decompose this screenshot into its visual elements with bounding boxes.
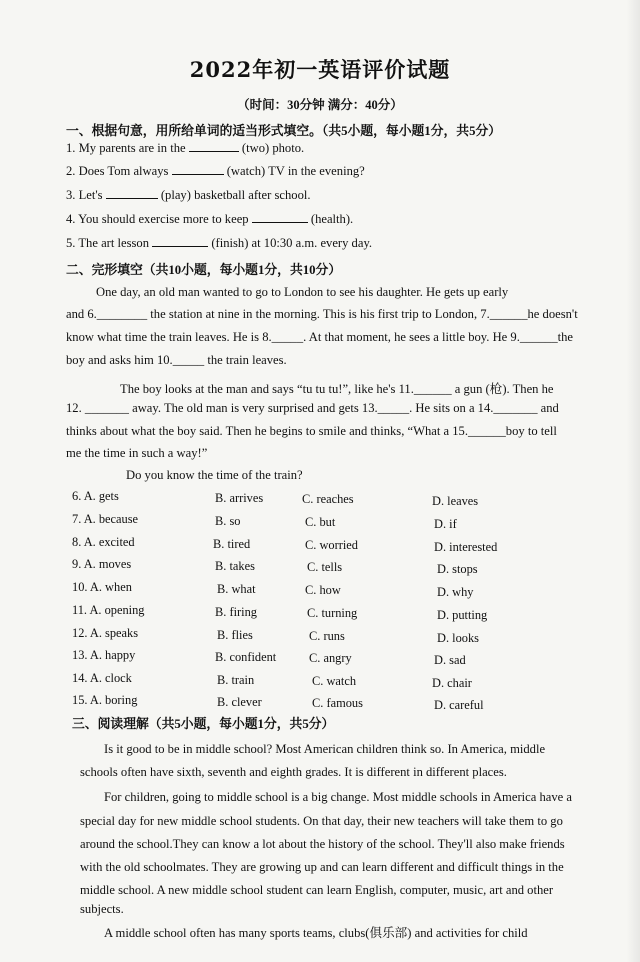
option-14a: 14. A. clock	[72, 671, 132, 685]
cloze-p2-line2: 12. _______ away. The old man is very surprised and gets 13._____. He sits on a 14._______ and	[66, 401, 559, 415]
exam-subtitle: （时间：30分钟 满分：40分）	[237, 98, 403, 112]
option-7c: C. but	[305, 515, 336, 529]
s1-question-2	[66, 164, 365, 179]
option-13a: 13. A. happy	[72, 648, 136, 662]
option-7d: D. if	[434, 517, 457, 531]
option-11b: B. firing	[215, 605, 257, 619]
option-10a: 10. A. when	[72, 580, 132, 594]
cloze-p2-line1: The boy looks at the man and says “tu tu tu!”, like he's 11.______ a gun (枪). Then he	[120, 382, 554, 396]
reading-p2-line3: around the school.They can know a lot about the history of the school. They'll also make friends	[80, 837, 565, 851]
reading-p2-line1: For children, going to middle school is a big change. Most middle schools in America have a	[104, 790, 572, 804]
option-15b: B. clever	[217, 695, 262, 709]
option-14c: C. watch	[312, 674, 357, 688]
s1-q4-pre: 4. You should exercise more to keep	[66, 212, 252, 226]
option-13b: B. confident	[215, 650, 277, 664]
option-9a: 9. A. moves	[72, 557, 132, 571]
option-11a: 11. A. opening	[72, 603, 145, 617]
cloze-p2-line3: thinks about what the boy said. Then he begins to smile and thinks, “What a 15.______boy to tell	[66, 424, 557, 438]
cloze-p1-line4: boy and asks him 10._____ the train leaves.	[66, 353, 287, 367]
s1-q1-pre: 1. My parents are in the	[66, 141, 189, 155]
option-9d: D. stops	[437, 562, 478, 576]
s1-q2-post: (watch) TV in the evening?	[223, 164, 365, 178]
answer-blank[interactable]	[152, 236, 208, 247]
s1-q3-post: (play) basketball after school.	[157, 188, 311, 202]
reading-p2-line4: with the old schoolmates. They are growing up and can learn different and difficult things in the	[80, 860, 564, 874]
option-13c: C. angry	[309, 651, 352, 665]
option-14d: D. chair	[432, 676, 472, 690]
exam-title: 2022年初一英语评价试题	[189, 57, 451, 82]
option-10c: C. how	[305, 583, 341, 597]
option-12b: B. flies	[217, 628, 253, 642]
option-6c: C. reaches	[302, 492, 354, 506]
s1-q5-pre: 5. The art lesson	[66, 236, 153, 250]
option-8a: 8. A. excited	[72, 535, 135, 549]
answer-blank[interactable]	[252, 212, 308, 223]
option-9c: C. tells	[307, 560, 343, 574]
reading-p1-line2: schools often have sixth, seventh and eighth grades. It is different in different places.	[80, 765, 507, 779]
section3-heading: 三、阅读理解（共5小题，每小题1分，共5分）	[72, 717, 335, 731]
option-14b: B. train	[217, 673, 255, 687]
option-11d: D. putting	[437, 608, 488, 622]
s1-question-1	[66, 141, 304, 156]
s1-question-3	[66, 188, 311, 203]
option-13d: D. sad	[434, 653, 466, 667]
option-12a: 12. A. speaks	[72, 626, 139, 640]
cloze-p2-line4: me the time in such a way!”	[66, 446, 208, 460]
option-10d: D. why	[437, 585, 474, 599]
reading-p3-line1: A middle school often has many sports teams, clubs(俱乐部) and activities for child	[104, 926, 528, 940]
option-6a: 6. A. gets	[72, 489, 119, 503]
option-15d: D. careful	[434, 698, 484, 712]
option-8c: C. worried	[305, 538, 358, 552]
option-8b: B. tired	[213, 537, 251, 551]
answer-blank[interactable]	[106, 188, 158, 199]
option-15a: 15. A. boring	[72, 693, 138, 707]
option-12c: C. runs	[309, 629, 345, 643]
option-6d: D. leaves	[432, 494, 479, 508]
option-7b: B. so	[215, 514, 241, 528]
s1-question-5	[66, 236, 372, 251]
option-7a: 7. A. because	[72, 512, 139, 526]
section1-heading: 一、根据句意，用所给单词的适当形式填空。（共5小题，每小题1分，共5分）	[66, 124, 502, 138]
s1-q1-post: (two) photo.	[238, 141, 305, 155]
s1-question-4	[66, 212, 353, 227]
reading-p2-line6: subjects.	[80, 902, 124, 916]
option-10b: B. what	[217, 582, 256, 596]
s1-q3-pre: 3. Let's	[66, 188, 106, 202]
cloze-p1-line2: and 6.________ the station at nine in the morning. This is his first trip to London, 7.______he doesn't	[66, 307, 578, 321]
s1-q2-pre: 2. Does Tom always	[66, 164, 172, 178]
s1-q5-post: (finish) at 10:30 a.m. every day.	[208, 236, 373, 250]
option-15c: C. famous	[312, 696, 363, 710]
cloze-p3: Do you know the time of the train?	[126, 468, 303, 482]
option-11c: C. turning	[307, 606, 358, 620]
option-9b: B. takes	[215, 559, 255, 573]
answer-blank[interactable]	[189, 141, 239, 152]
cloze-p1-line3: know what time the train leaves. He is 8._____. At that moment, he sees a little boy. He 9.______the	[66, 330, 574, 344]
section2-heading: 二、完形填空（共10小题，每小题1分，共10分）	[66, 263, 342, 277]
option-12d: D. looks	[437, 631, 479, 645]
s1-q4-post: (health).	[307, 212, 354, 226]
reading-p2-line5: middle school. A new middle school student can learn English, computer, music, art and other	[80, 883, 554, 897]
reading-p2-line2: special day for new middle school students. On that day, their new teachers will take them to go	[80, 814, 563, 828]
option-8d: D. interested	[434, 540, 498, 554]
option-6b: B. arrives	[215, 491, 264, 505]
page-edge-shadow	[626, 0, 640, 962]
answer-blank[interactable]	[172, 164, 224, 175]
reading-p1-line1: Is it good to be in middle school? Most American children think so. In America, middle	[104, 742, 546, 756]
cloze-p1-line1: One day, an old man wanted to go to London to see his daughter. He gets up early	[96, 285, 509, 299]
